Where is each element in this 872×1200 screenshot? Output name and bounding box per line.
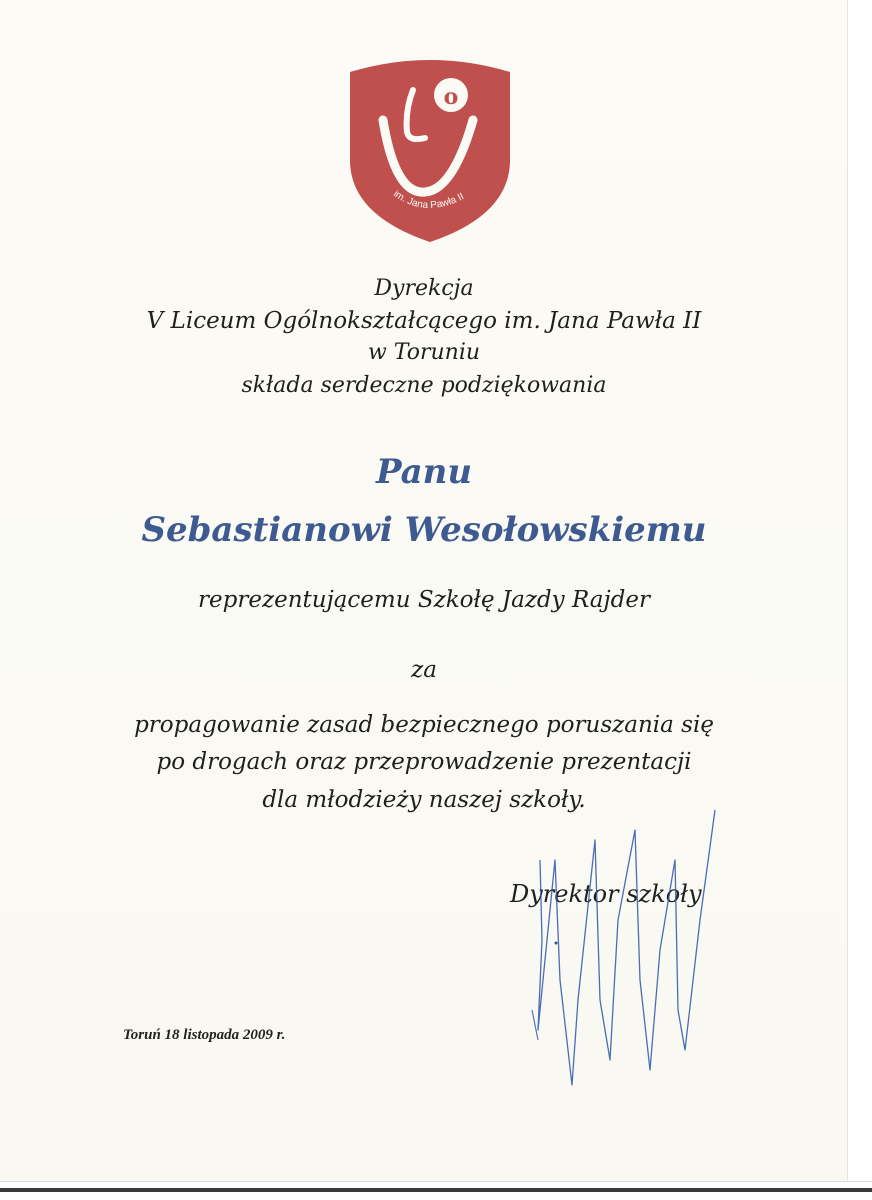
handwritten-signature xyxy=(500,800,740,1100)
reason-line-1: propagowanie zasad bezpiecznego poruszania się xyxy=(134,712,714,738)
reason-line-3: dla młodzieży naszej szkoły. xyxy=(262,787,586,813)
za-line: za xyxy=(411,657,437,683)
issue-date: Toruń 18 listopada 2009 r. xyxy=(123,1027,286,1043)
scan-edge-right xyxy=(847,0,872,1200)
header-line-city: w Toruniu xyxy=(367,340,481,365)
svg-text:o: o xyxy=(443,84,459,110)
scan-edge-bottom xyxy=(0,1181,872,1200)
logo-shield xyxy=(350,60,510,242)
header-line-dyrekcja: Dyrekcja xyxy=(374,276,474,301)
header-line-school-name: V Liceum Ogólnokształcącego im. Jana Pawła II xyxy=(146,308,702,334)
header-line-thanks: składa serdeczne podziękowania xyxy=(241,373,607,398)
director-title: Dyrektor szkoły xyxy=(510,880,702,908)
logo-motto: im. Jana Pawła II xyxy=(391,188,466,212)
school-logo xyxy=(345,50,515,245)
recipient-salutation: Panu xyxy=(375,452,473,492)
recipient-name: Sebastianowi Wesołowskiemu xyxy=(141,510,707,550)
representing-line: reprezentującemu Szkołę Jazdy Rajder xyxy=(198,587,650,613)
reason-line-2: po drogach oraz przeprowadzenie prezentacji xyxy=(156,749,692,775)
